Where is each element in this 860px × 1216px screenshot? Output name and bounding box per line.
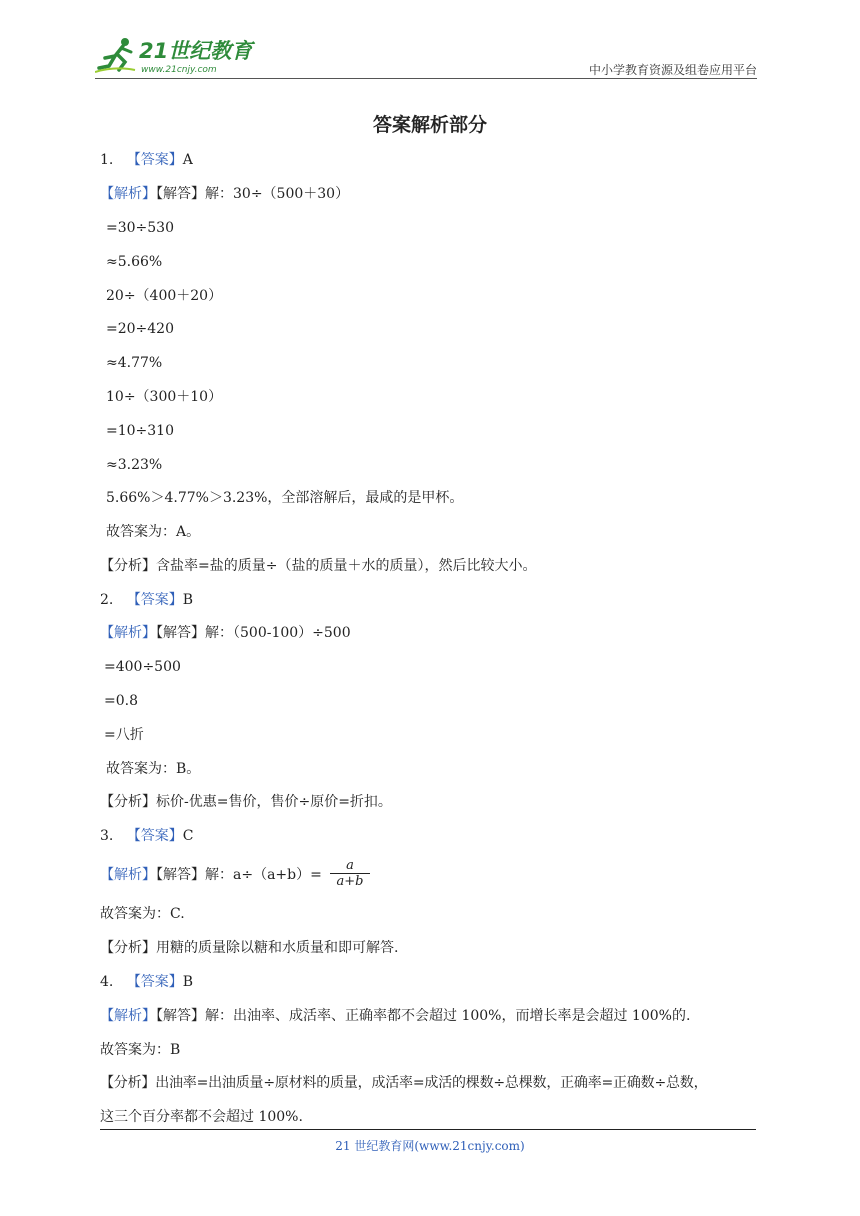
q3-answer-tag: 【答案】 [126,828,183,844]
q4-answer-line [100,972,193,992]
q2-solution: 【解答】解：（500-100）÷500 [156,625,351,641]
q1-step: =10÷310 [106,423,174,439]
q1-explanation-line [100,184,349,204]
footer-divider [100,1129,756,1130]
q2-explanation-tag: 【解析】 [100,625,156,641]
page-header [95,30,757,80]
q2-answer: B [182,592,194,608]
q1-step: =20÷420 [106,321,174,337]
q1-step: ≈3.23% [106,457,163,473]
q4-explanation-tag: 【解析】 [100,1008,156,1024]
q1-answer-tag: 【答案】 [126,152,183,168]
q1-step: =30÷530 [106,220,174,236]
q1-solution: 【解答】解：30÷（500＋30） [156,186,350,202]
q3-explanation-line [100,865,322,885]
q2-number: 2. [100,592,114,608]
logo-wordmark: 21世纪教育 [139,39,253,63]
q1-analysis: 【分析】含盐率=盐的质量÷（盐的质量＋水的质量），然后比较大小。 [100,558,537,574]
q2-conclusion: 故答案为：B。 [106,761,201,777]
q4-conclusion: 故答案为：B [100,1042,181,1058]
q1-answer-line [100,150,193,170]
q1-step: 20÷（400＋20） [106,288,223,304]
q3-solution: 【解答】解：a÷（a+b）= [156,867,322,883]
header-divider [95,78,757,79]
site-logo [95,36,265,76]
q1-answer: A [182,152,193,168]
q1-conclusion: 故答案为：A。 [106,524,201,540]
q3-number: 3. [100,828,114,844]
q4-answer-tag: 【答案】 [126,974,183,990]
q2-analysis: 【分析】标价-优惠=售价，售价÷原价=折扣。 [100,794,392,810]
q3-fraction-denominator: a+b [336,874,364,889]
q4-explanation-line [100,1006,690,1026]
q4-analysis-continued: 这三个百分率都不会超过 100%. [100,1109,303,1125]
logo-url: www.21cnjy.com [141,65,217,75]
q3-fraction-numerator: a [346,858,354,873]
page-footer: 21 世纪教育网(www.21cnjy.com) [335,1139,525,1153]
q3-conclusion: 故答案为：C. [100,906,185,922]
q2-step: =0.8 [104,693,138,709]
runner-icon [95,38,135,72]
q4-solution: 【解答】解：出油率、成活率、正确率都不会超过 100%，而增长率是会超过 100%的. [156,1008,691,1024]
site-tagline: 中小学教育资源及组卷应用平台 [588,63,757,77]
q1-step: ≈4.77% [106,355,163,371]
page-title: 答案解析部分 [372,114,487,136]
q4-answer: B [182,974,194,990]
q2-step: =400÷500 [104,659,181,675]
q2-answer-tag: 【答案】 [126,592,183,608]
q3-explanation-tag: 【解析】 [100,867,156,883]
q3-answer: C [182,828,194,844]
q2-answer-line [100,590,193,610]
q1-step: 10÷（300＋10） [106,389,223,405]
q1-number: 1. [100,152,114,168]
q4-number: 4. [100,974,114,990]
q1-explanation-tag: 【解析】 [100,186,156,202]
q3-fraction [330,859,370,888]
q1-step: ≈5.66% [106,254,163,270]
q4-analysis: 【分析】出油率=出油质量÷原材料的质量，成活率=成活的棵数÷总棵数，正确率=正确数÷总数， [100,1075,708,1091]
q1-comparison: 5.66%＞4.77%＞3.23%，全部溶解后，最咸的是甲杯。 [106,490,464,506]
q2-step: =八折 [104,727,144,743]
q2-explanation-line [100,623,351,643]
q3-analysis: 【分析】用糖的质量除以糖和水质量和即可解答. [100,940,399,956]
q3-answer-line [100,826,193,846]
